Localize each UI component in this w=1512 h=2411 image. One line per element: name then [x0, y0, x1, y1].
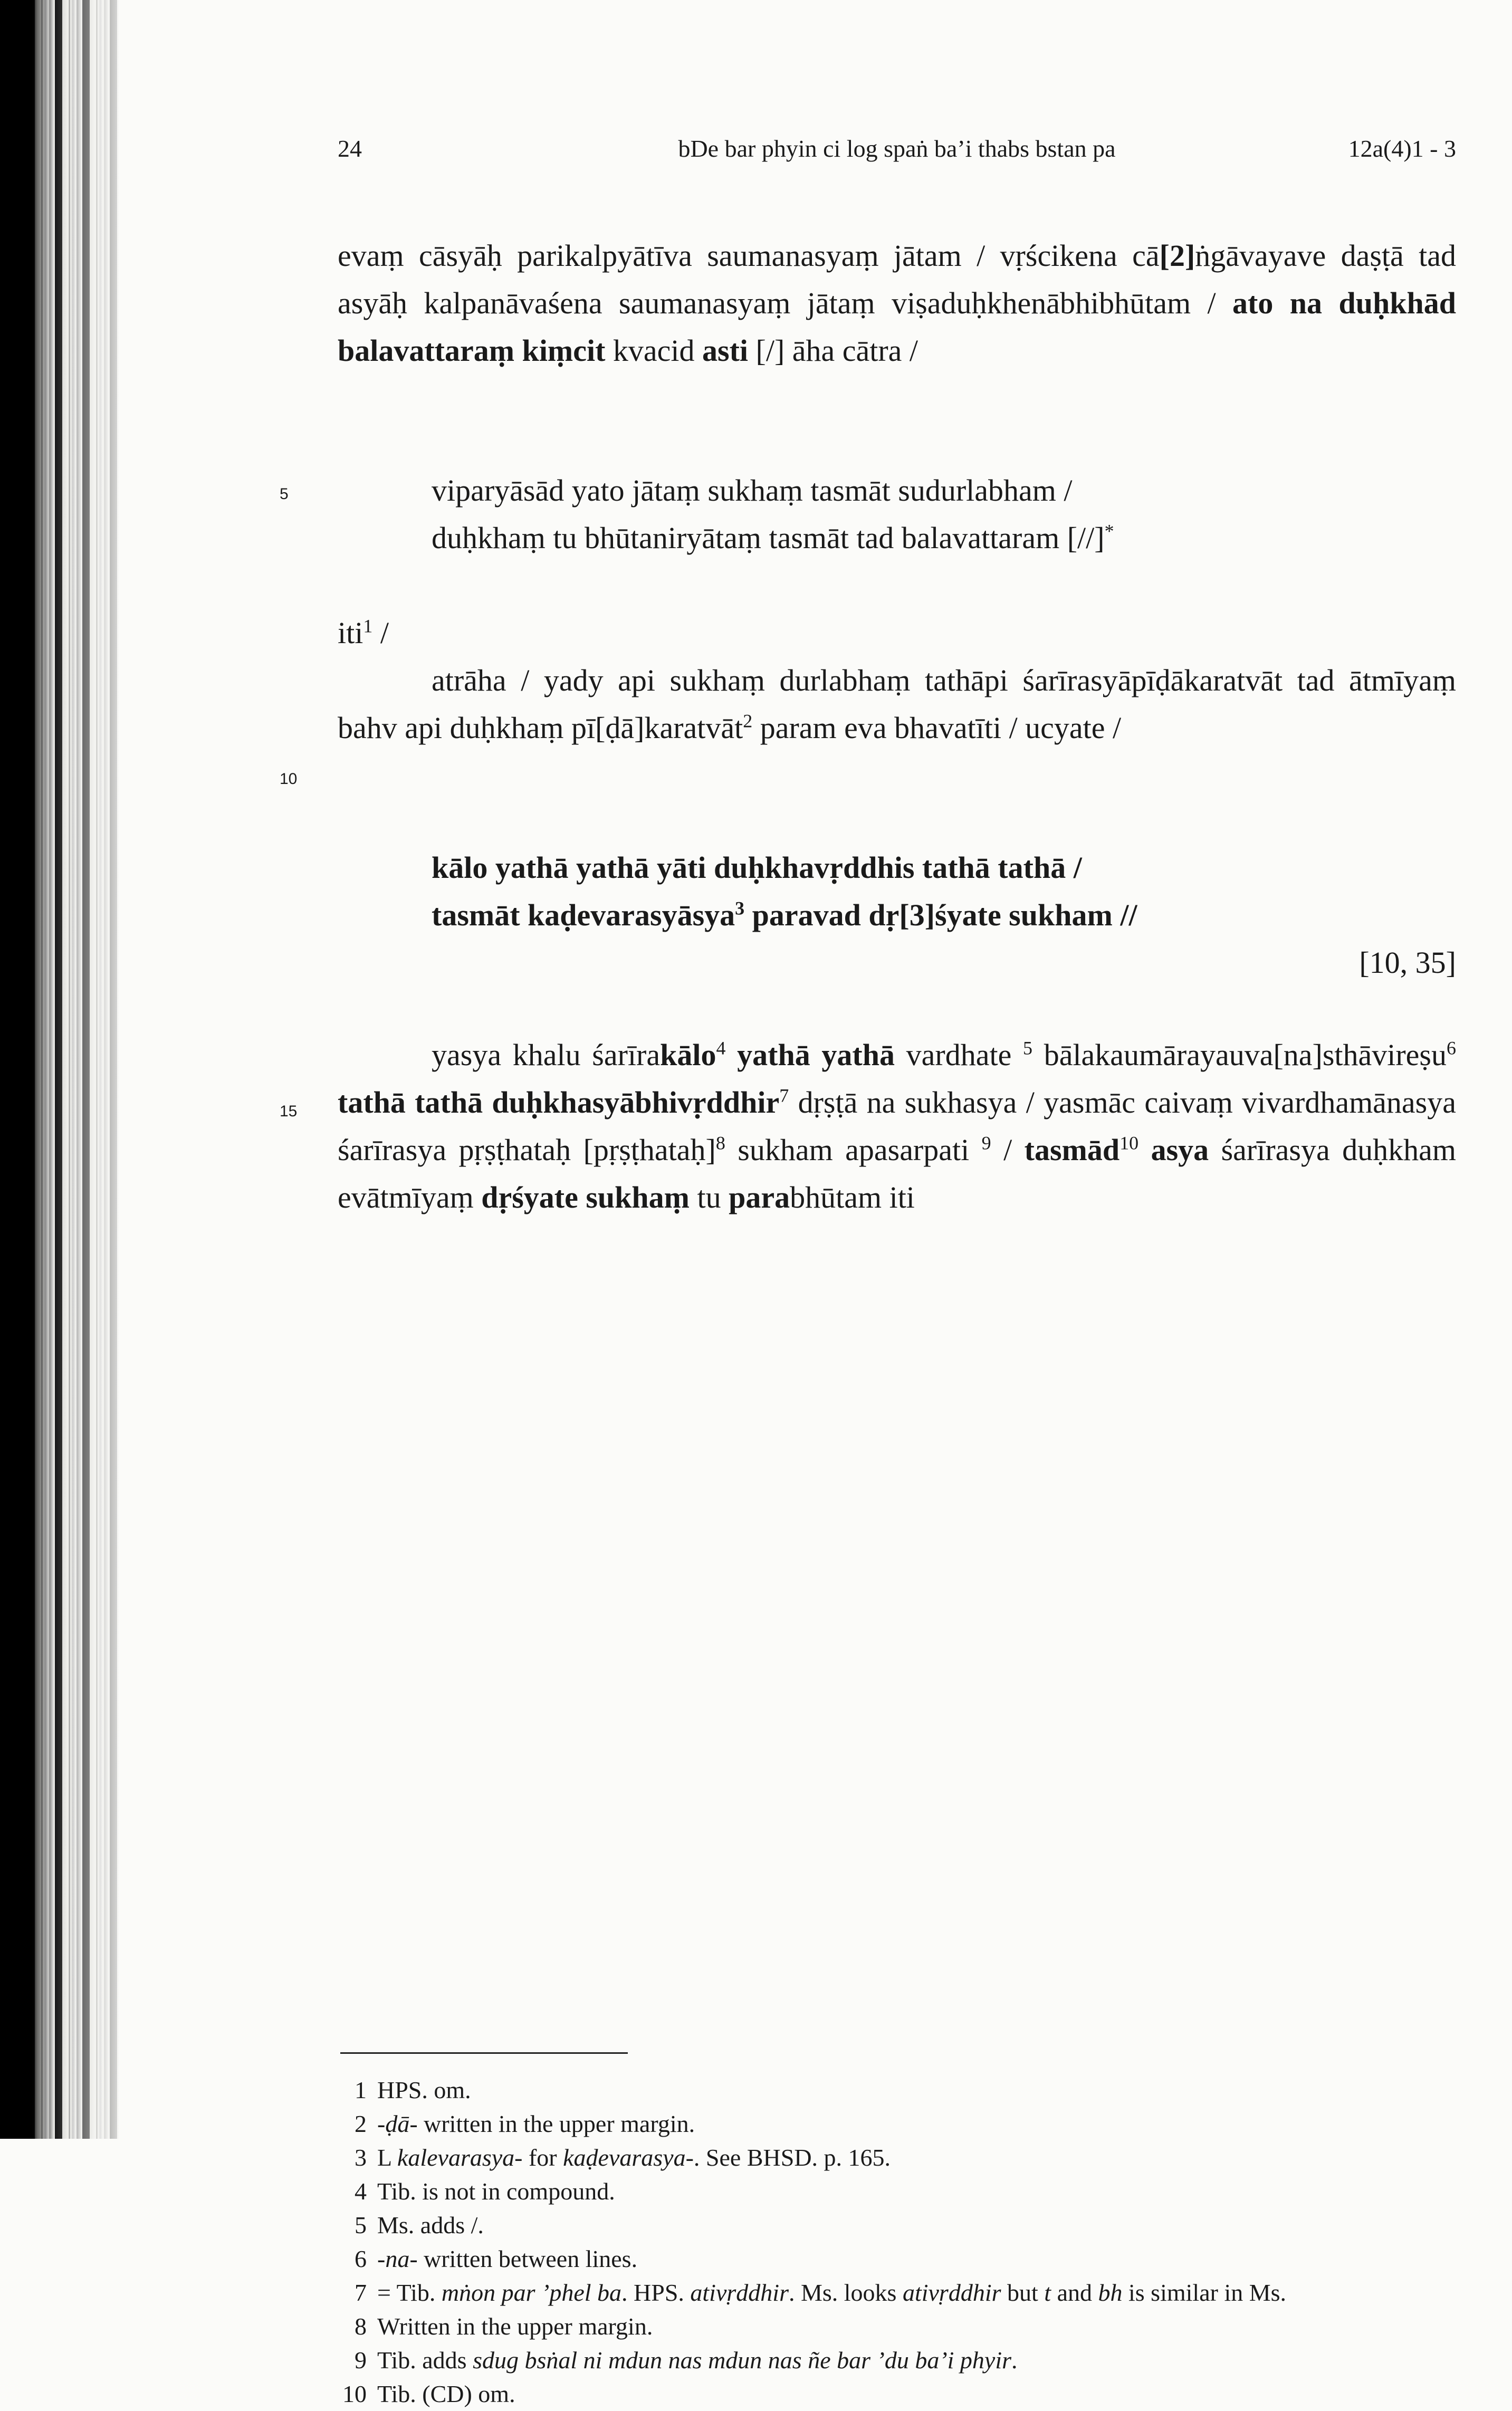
footnote-ref-2: 2: [743, 710, 753, 732]
footnote-text: written in the upper margin.: [417, 2110, 695, 2137]
p3-t7: sukham apasarpati: [725, 1133, 982, 1167]
p1-text-3: kvacid: [605, 333, 703, 368]
footnote-2: [340, 2107, 1459, 2141]
paragraph-2: [338, 657, 1456, 752]
line-number-10: 10: [280, 770, 298, 788]
verse-2: [432, 844, 1456, 987]
footnote-ref-7: 7: [779, 1085, 789, 1106]
footnote-7: [340, 2276, 1459, 2310]
p3-t8-bold: tasmād: [1024, 1133, 1120, 1167]
p1-text-2: ṅgāvayave daṣṭā tad asyāḥ kalpanāvaśena saumanasyaṃ jātaṃ viṣaduḥkhenābhibhūtam /: [338, 238, 1456, 320]
footnote-text: Tib. adds: [377, 2347, 473, 2374]
running-title: bDe bar phyin ci log spaṅ ba’i thabs bstan pa: [678, 135, 1116, 162]
footnote-text: but: [1001, 2279, 1045, 2306]
footnote-number: 3: [355, 2144, 367, 2171]
footnote-text: and: [1051, 2279, 1098, 2306]
verse-1: [432, 467, 1456, 562]
footnote-number: 2: [355, 2110, 367, 2137]
footnote-text: Tib. (CD) om.: [377, 2380, 515, 2407]
p3-t12: bhūtam iti: [790, 1180, 915, 1214]
verse-2-line-2: [432, 892, 1456, 939]
footnote-ref-10: 10: [1119, 1132, 1139, 1154]
verse-1-line-1: viparyāsād yato jātaṃ sukhaṃ tasmāt sudurlabham /: [432, 473, 1073, 508]
book-spine-edge: [0, 0, 119, 2139]
p2-text-2: param eva bhavatīti / ucyate /: [752, 711, 1122, 745]
paragraph-1: [338, 232, 1456, 375]
iti-rest: /: [372, 616, 389, 650]
footnote-number: 8: [355, 2313, 367, 2340]
footnote-ref-6: 6: [1447, 1037, 1456, 1059]
footnote-10: [340, 2377, 1459, 2411]
footnote-text: is similar in Ms.: [1122, 2279, 1287, 2306]
folio-reference: 12a(4)1 - 3: [1348, 135, 1456, 162]
p3-t6: dṛṣṭā na sukhasya / yasmāc caivaṃ vivardhamānasya śarīrasya pṛṣṭhataḥ [pṛṣṭhataḥ]: [338, 1085, 1456, 1167]
p3-t10: śarīrasya duḥkham evātmīyaṃ: [338, 1133, 1456, 1214]
p3-t8: /: [991, 1133, 1025, 1167]
footnote-text: written between lines.: [417, 2245, 638, 2272]
line-number-15: 15: [280, 1103, 298, 1120]
footnote-ref-3: 3: [735, 897, 745, 919]
verse-2-line-1: kālo yathā yathā yāti duḥkhavṛddhis tathā tathā /: [432, 850, 1082, 885]
p3-t9: [1138, 1133, 1151, 1167]
p3-t1-bold: kālo: [660, 1038, 716, 1072]
footnote-ref-9: 9: [981, 1132, 991, 1154]
p1-folio-mark: [2]: [1159, 238, 1195, 273]
verse-1-line-2-text: duḥkhaṃ tu bhūtaniryātaṃ tasmāt tad balavattaram [//]: [432, 521, 1105, 555]
footnote-text: L: [377, 2144, 397, 2171]
paragraph-3: [338, 1031, 1456, 1221]
p1-text-4: [/] āha cātra /: [748, 333, 918, 368]
verse-1-asterisk: *: [1104, 520, 1114, 542]
p3-t2-bold: yathā yathā: [737, 1038, 895, 1072]
footnote-9: [340, 2343, 1459, 2377]
footnote-number: 5: [355, 2212, 367, 2238]
footnote-number: 10: [342, 2380, 367, 2407]
p3-t11: tu: [689, 1180, 729, 1214]
footnote-8: [340, 2310, 1459, 2343]
p3-t11-bold: para: [729, 1180, 790, 1214]
verse-2-line-2b: paravad dṛ[3]śyate sukham //: [744, 898, 1137, 932]
footnote-italic: -ḍā-: [377, 2110, 418, 2137]
p3-t9-bold: asya: [1151, 1133, 1209, 1167]
footnote-text: for: [522, 2144, 563, 2171]
footnote-text: . HPS.: [621, 2279, 691, 2306]
p3-t3: vardhate: [894, 1038, 1023, 1072]
footnote-italic: sdug bsṅal ni mdun nas mdun nas ñe bar ’du ba’i phyir: [473, 2347, 1012, 2374]
footnote-italic: t: [1044, 2279, 1051, 2306]
footnote-5: [340, 2208, 1459, 2242]
footnote-italic: kalevarasya-: [397, 2144, 523, 2171]
footnote-rule: [340, 2052, 628, 2054]
page-number: 24: [338, 135, 362, 162]
iti-line: [338, 609, 1456, 657]
p3-t5-bold: tathā tathā duḥkhasyābhivṛddhir: [338, 1085, 780, 1120]
footnote-number: 1: [355, 2077, 367, 2103]
footnote-number: 4: [355, 2178, 367, 2205]
footnote-text: HPS. om.: [377, 2077, 471, 2103]
running-header: [338, 135, 1456, 171]
footnote-text: Written in the upper margin.: [377, 2313, 653, 2340]
footnote-1: [340, 2073, 1459, 2107]
footnote-text: . See BHSD. p. 165.: [693, 2144, 891, 2171]
footnote-text: Tib. is not in compound.: [377, 2178, 615, 2205]
footnotes: [340, 2073, 1459, 2411]
p3-t10-bold: dṛśyate sukhaṃ: [481, 1180, 690, 1214]
footnote-italic: -na-: [377, 2245, 418, 2272]
verse-reference: [10, 35]: [1359, 945, 1456, 980]
footnote-6: [340, 2242, 1459, 2276]
p3-t1: yasya khalu śarīra: [432, 1038, 661, 1072]
p3-t4: bālakaumārayauva[na]sthāvireṣu: [1032, 1038, 1447, 1072]
p2-text: atrāha / yady api sukhaṃ durlabhaṃ tathāpi śarīrasyāpīḍākaratvāt tad ātmīyaṃ bahv api duḥkhaṃ pī[ḍā]karatvāt: [338, 663, 1456, 745]
footnote-text: .: [1011, 2347, 1018, 2374]
footnote-number: 6: [355, 2245, 367, 2272]
footnote-italic: ativṛddhir: [902, 2279, 1001, 2306]
line-number-5: 5: [280, 485, 289, 503]
iti-text: iti: [338, 616, 363, 650]
footnote-number: 9: [355, 2347, 367, 2374]
footnote-italic: kaḍevarasya-: [563, 2144, 694, 2171]
footnote-ref-1: 1: [363, 615, 373, 637]
footnote-ref-4: 4: [716, 1037, 726, 1059]
footnote-text: Ms. adds /.: [377, 2212, 484, 2238]
footnote-text: . Ms. looks: [788, 2279, 903, 2306]
verse-1-line-2: [432, 514, 1456, 562]
p1-bold-phrase: ato na duḥkhād balavattaraṃ kiṃcit: [338, 286, 1456, 368]
footnote-4: [340, 2175, 1459, 2208]
p1-text: evaṃ cāsyāḥ parikalpyātīva saumanasyaṃ jātam / vṛścikena cā: [338, 238, 1160, 273]
footnote-number: 7: [355, 2279, 367, 2306]
footnote-3: [340, 2141, 1459, 2175]
footnote-italic: ativṛddhir: [690, 2279, 789, 2306]
footnote-ref-5: 5: [1023, 1037, 1033, 1059]
footnote-italic: mṅon par ’phel ba: [441, 2279, 622, 2306]
footnote-ref-8: 8: [715, 1132, 725, 1154]
footnote-text: = Tib.: [377, 2279, 442, 2306]
p1-bold-asti: asti: [702, 333, 749, 368]
verse-2-line-2a: tasmāt kaḍevarasyāsya: [432, 898, 735, 932]
footnote-italic: bh: [1098, 2279, 1123, 2306]
p3-t2: [725, 1038, 737, 1072]
